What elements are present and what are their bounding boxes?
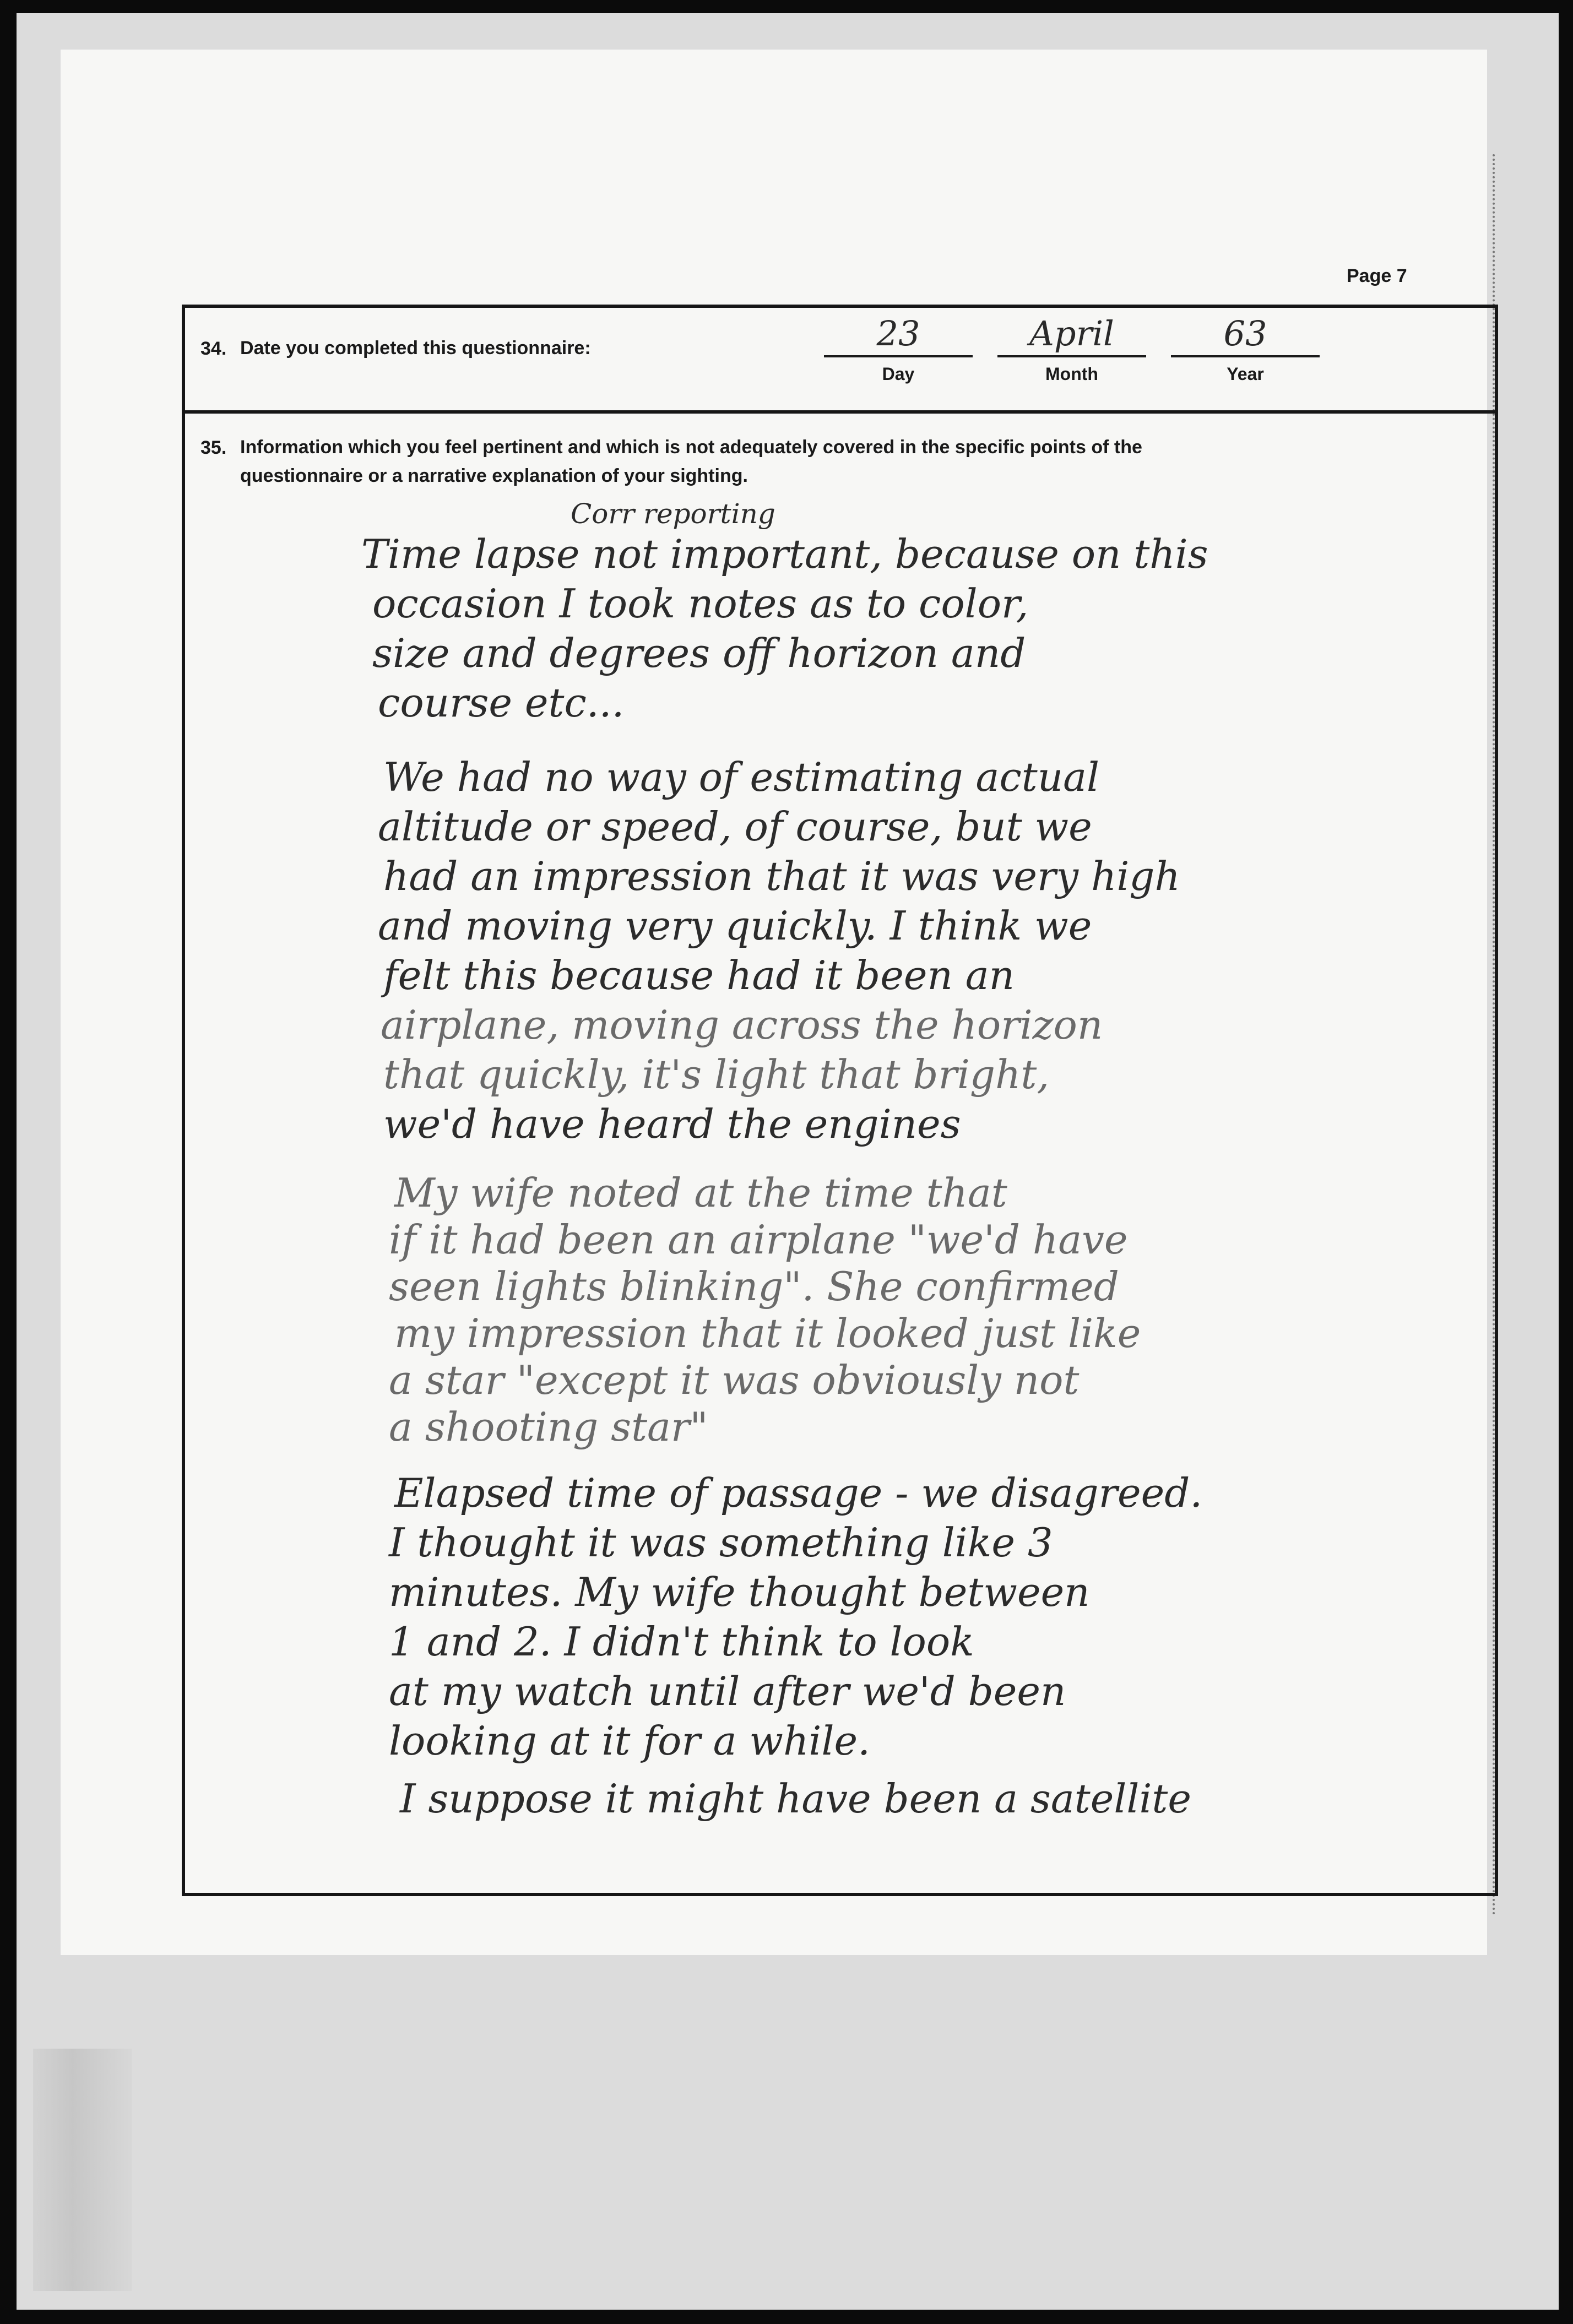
question-35-number: 35. <box>200 437 227 458</box>
date-day-caption: Day <box>882 364 915 384</box>
date-month-value: April <box>997 312 1146 357</box>
handwritten-line: a star "except it was obviously not <box>389 1357 1080 1403</box>
handwritten-line: Time lapse not important, because on this <box>361 531 1208 577</box>
handwritten-line: 1 and 2. I didn't think to look <box>389 1619 974 1665</box>
handwritten-line: at my watch until after we'd been <box>389 1668 1066 1714</box>
handwritten-line: a shooting star" <box>389 1404 708 1450</box>
handwritten-line: Elapsed time of passage - we disagreed. <box>394 1470 1203 1516</box>
date-year-value: 63 <box>1171 312 1320 357</box>
questionnaire-page <box>61 50 1487 1955</box>
row-divider <box>185 410 1495 414</box>
handwritten-line: size and degrees off horizon and <box>372 630 1026 676</box>
date-day-value: 23 <box>824 312 973 357</box>
handwritten-line: had an impression that it was very high <box>383 853 1180 899</box>
film-smudge <box>33 2049 132 2291</box>
handwritten-line: I suppose it might have been a satellite <box>400 1775 1191 1822</box>
handwritten-line: seen lights blinking". She confirmed <box>389 1263 1119 1310</box>
question-34-text: Date you completed this questionnaire: <box>240 338 591 359</box>
date-year-caption: Year <box>1227 364 1264 384</box>
handwritten-line: if it had been an airplane "we'd have <box>389 1217 1128 1263</box>
handwritten-line: airplane, moving across the horizon <box>381 1002 1103 1048</box>
handwritten-line: my impression that it looked just like <box>394 1310 1141 1356</box>
handwritten-line: looking at it for a while. <box>389 1718 870 1764</box>
handwritten-line: occasion I took notes as to color, <box>372 580 1029 627</box>
date-month-caption: Month <box>1045 364 1098 384</box>
handwritten-line: we'd have heard the engines <box>383 1101 961 1147</box>
handwritten-line: and moving very quickly. I think we <box>378 903 1092 949</box>
date-day-field <box>824 312 973 384</box>
handwritten-line: My wife noted at the time that <box>394 1170 1007 1216</box>
handwritten-line: minutes. My wife thought between <box>389 1569 1090 1615</box>
handwritten-line: course etc... <box>378 680 625 726</box>
date-year-field <box>1171 312 1320 384</box>
handwritten-line: that quickly, it's light that bright, <box>383 1051 1050 1098</box>
page-number: Page 7 <box>1347 265 1407 286</box>
handwritten-line: We had no way of estimating actual <box>383 754 1100 800</box>
question-35-text-line1: Information which you feel pertinent and which is not adequately covered in the specific points of the <box>240 437 1142 458</box>
question-35-text-line2: questionnaire or a narrative explanation of your sighting. <box>240 465 748 486</box>
handwritten-line: altitude or speed, of course, but we <box>378 803 1092 850</box>
form-box <box>182 305 1498 1896</box>
handwritten-insertion: Corr reporting <box>571 498 775 530</box>
date-month-field <box>997 312 1146 384</box>
handwritten-line: felt this because had it been an <box>383 952 1015 998</box>
question-34-number: 34. <box>200 338 227 359</box>
handwritten-line: I thought it was something like 3 <box>389 1519 1053 1566</box>
